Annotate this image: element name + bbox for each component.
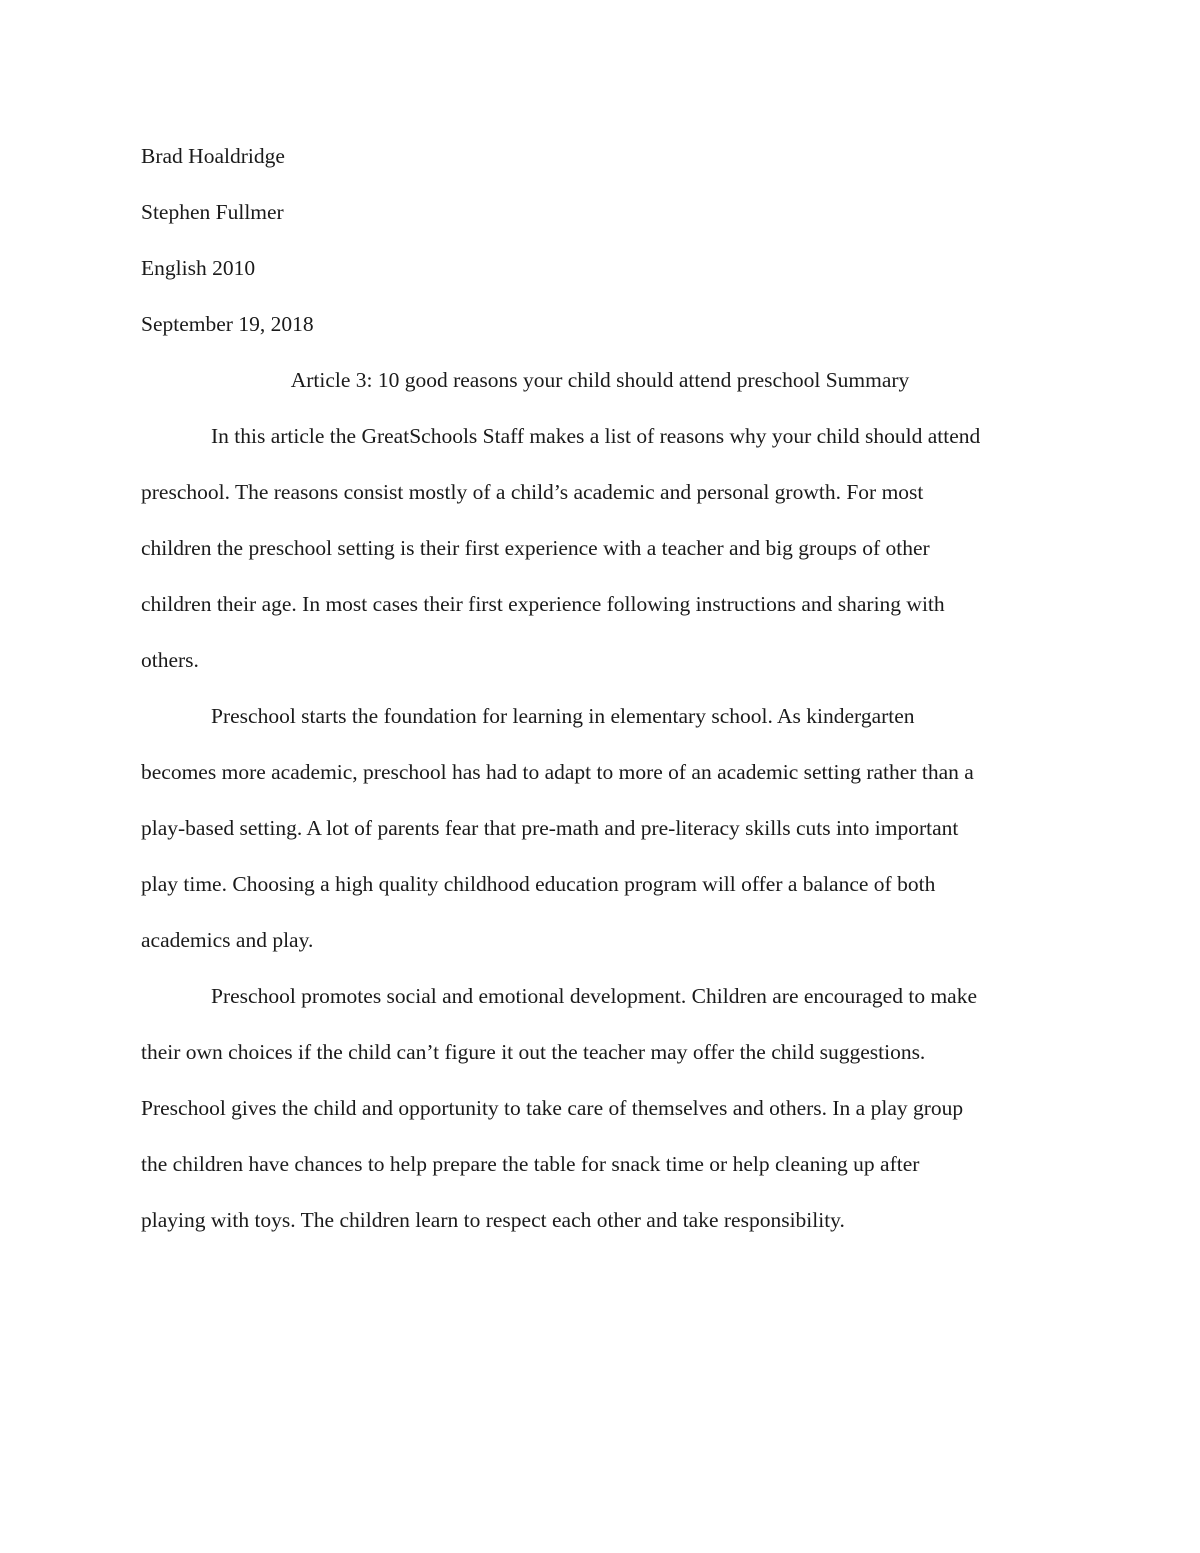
paragraph-line: play-based setting. A lot of parents fear that pre-math and pre-literacy skills cuts into important <box>141 816 959 840</box>
paragraph-line: children their age. In most cases their first experience following instructions and sharing with <box>141 592 945 616</box>
paragraph-line: academics and play. <box>141 928 314 952</box>
paragraph-line: children the preschool setting is their first experience with a teacher and big groups of other <box>141 536 930 560</box>
document-body <box>141 128 1059 1248</box>
course-name: English 2010 <box>141 256 256 280</box>
student-name: Brad Hoaldridge <box>141 144 285 168</box>
paragraph-3 <box>141 968 1059 1248</box>
paragraph-line: Preschool starts the foundation for learning in elementary school. As kindergarten <box>211 704 915 728</box>
paragraph-line: their own choices if the child can’t figure it out the teacher may offer the child suggestions. <box>141 1040 926 1064</box>
header-block <box>141 128 1059 352</box>
paragraph-line: Preschool gives the child and opportunity to take care of themselves and others. In a play group <box>141 1096 964 1120</box>
paragraph-line: others. <box>141 648 199 672</box>
paragraph-1 <box>141 408 1059 688</box>
instructor-name: Stephen Fullmer <box>141 200 284 224</box>
paragraph-line: In this article the GreatSchools Staff makes a list of reasons why your child should attend <box>211 424 981 448</box>
paragraph-line: Preschool promotes social and emotional development. Children are encouraged to make <box>211 984 978 1008</box>
paragraph-2 <box>141 688 1059 968</box>
document-date: September 19, 2018 <box>141 312 314 336</box>
paragraph-line: becomes more academic, preschool has had to adapt to more of an academic setting rather than a <box>141 760 974 784</box>
paragraph-line: the children have chances to help prepare the table for snack time or help cleaning up after <box>141 1152 920 1176</box>
paragraph-line: playing with toys. The children learn to respect each other and take responsibility. <box>141 1208 845 1232</box>
paragraph-line: play time. Choosing a high quality childhood education program will offer a balance of both <box>141 872 936 896</box>
paragraph-line: preschool. The reasons consist mostly of a child’s academic and personal growth. For most <box>141 480 924 504</box>
document-title: Article 3: 10 good reasons your child should attend preschool Summary <box>290 368 910 392</box>
